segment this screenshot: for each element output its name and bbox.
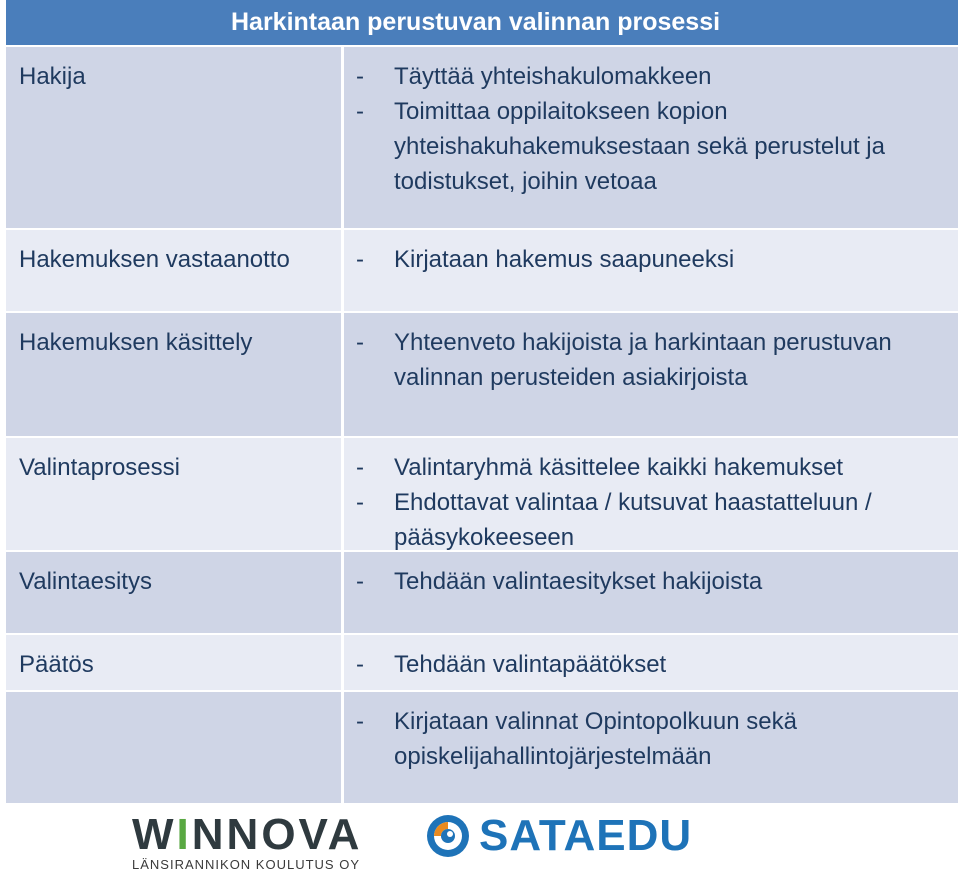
table-row-paatos bbox=[6, 633, 958, 690]
row-content bbox=[344, 692, 958, 803]
list-item bbox=[356, 94, 958, 199]
row-label bbox=[6, 692, 344, 803]
list-item bbox=[356, 242, 958, 277]
item-text: Kirjataan valinnat Opintopolkuun sekä opiskelijahallintojärjestelmään bbox=[394, 708, 797, 770]
list-item bbox=[356, 704, 958, 774]
winnova-wordmark bbox=[132, 810, 377, 859]
item-text: Kirjataan hakemus saapuneeksi bbox=[394, 246, 735, 273]
row-label: Päätös bbox=[6, 635, 344, 690]
logo-bar bbox=[0, 805, 960, 873]
row-content bbox=[344, 47, 958, 228]
table-row-vastaanotto bbox=[6, 228, 958, 311]
table-row-hakija bbox=[6, 45, 958, 228]
list-item bbox=[356, 564, 958, 599]
sataedu-logo bbox=[425, 811, 692, 861]
winnova-logo bbox=[132, 810, 377, 872]
bullet-dash: - bbox=[356, 651, 364, 678]
list-item bbox=[356, 450, 958, 485]
bullet-dash: - bbox=[356, 454, 364, 481]
winnova-letter-w: W bbox=[132, 810, 177, 859]
winnova-letters-rest: NNOVA bbox=[191, 810, 363, 859]
row-content bbox=[344, 230, 958, 311]
list-item bbox=[356, 325, 958, 395]
list-item bbox=[356, 485, 958, 555]
bullet-dash: - bbox=[356, 489, 364, 516]
sataedu-wordmark: SATAEDU bbox=[479, 811, 693, 860]
table-row-valintaprosessi bbox=[6, 436, 958, 550]
winnova-subtitle: LÄNSIRANNIKON KOULUTUS OY bbox=[132, 857, 360, 872]
item-text: Yhteenveto hakijoista ja harkintaan perustuvan valinnan perusteiden asiakirjoista bbox=[394, 329, 892, 391]
table-row-valintaesitys bbox=[6, 550, 958, 633]
item-text: Täyttää yhteishakulomakkeen bbox=[394, 63, 712, 90]
table-title: Harkintaan perustuvan valinnan prosessi bbox=[6, 0, 958, 45]
bullet-dash: - bbox=[356, 329, 364, 356]
bullet-dash: - bbox=[356, 63, 364, 90]
table-row-kasittely bbox=[6, 311, 958, 436]
row-content bbox=[344, 438, 958, 550]
item-text: Valintaryhmä käsittelee kaikki hakemukset bbox=[394, 454, 844, 481]
bullet-dash: - bbox=[356, 98, 364, 125]
bullet-dash: - bbox=[356, 708, 364, 735]
bullet-dash: - bbox=[356, 246, 364, 273]
item-text: Toimittaa oppilaitokseen kopion yhteishakuhakemuksestaan sekä perustelut ja todistukset, joihin vetoaa bbox=[394, 98, 885, 195]
row-content bbox=[344, 313, 958, 436]
row-content bbox=[344, 552, 958, 633]
sataedu-swirl-icon bbox=[425, 813, 471, 859]
process-table bbox=[6, 0, 958, 803]
list-item bbox=[356, 647, 958, 682]
row-label: Hakemuksen käsittely bbox=[6, 313, 344, 436]
row-label: Hakemuksen vastaanotto bbox=[6, 230, 344, 311]
winnova-letter-i: I bbox=[176, 810, 192, 859]
item-text: Ehdottavat valintaa / kutsuvat haastatteluun / pääsykokeeseen bbox=[394, 489, 872, 551]
row-content bbox=[344, 635, 958, 690]
table-row-kirjaus bbox=[6, 690, 958, 803]
item-text: Tehdään valintaesitykset hakijoista bbox=[394, 568, 763, 595]
row-label: Valintaprosessi bbox=[6, 438, 344, 550]
row-label: Valintaesitys bbox=[6, 552, 344, 633]
item-text: Tehdään valintapäätökset bbox=[394, 651, 667, 678]
list-item bbox=[356, 59, 958, 94]
bullet-dash: - bbox=[356, 568, 364, 595]
row-label: Hakija bbox=[6, 47, 344, 228]
